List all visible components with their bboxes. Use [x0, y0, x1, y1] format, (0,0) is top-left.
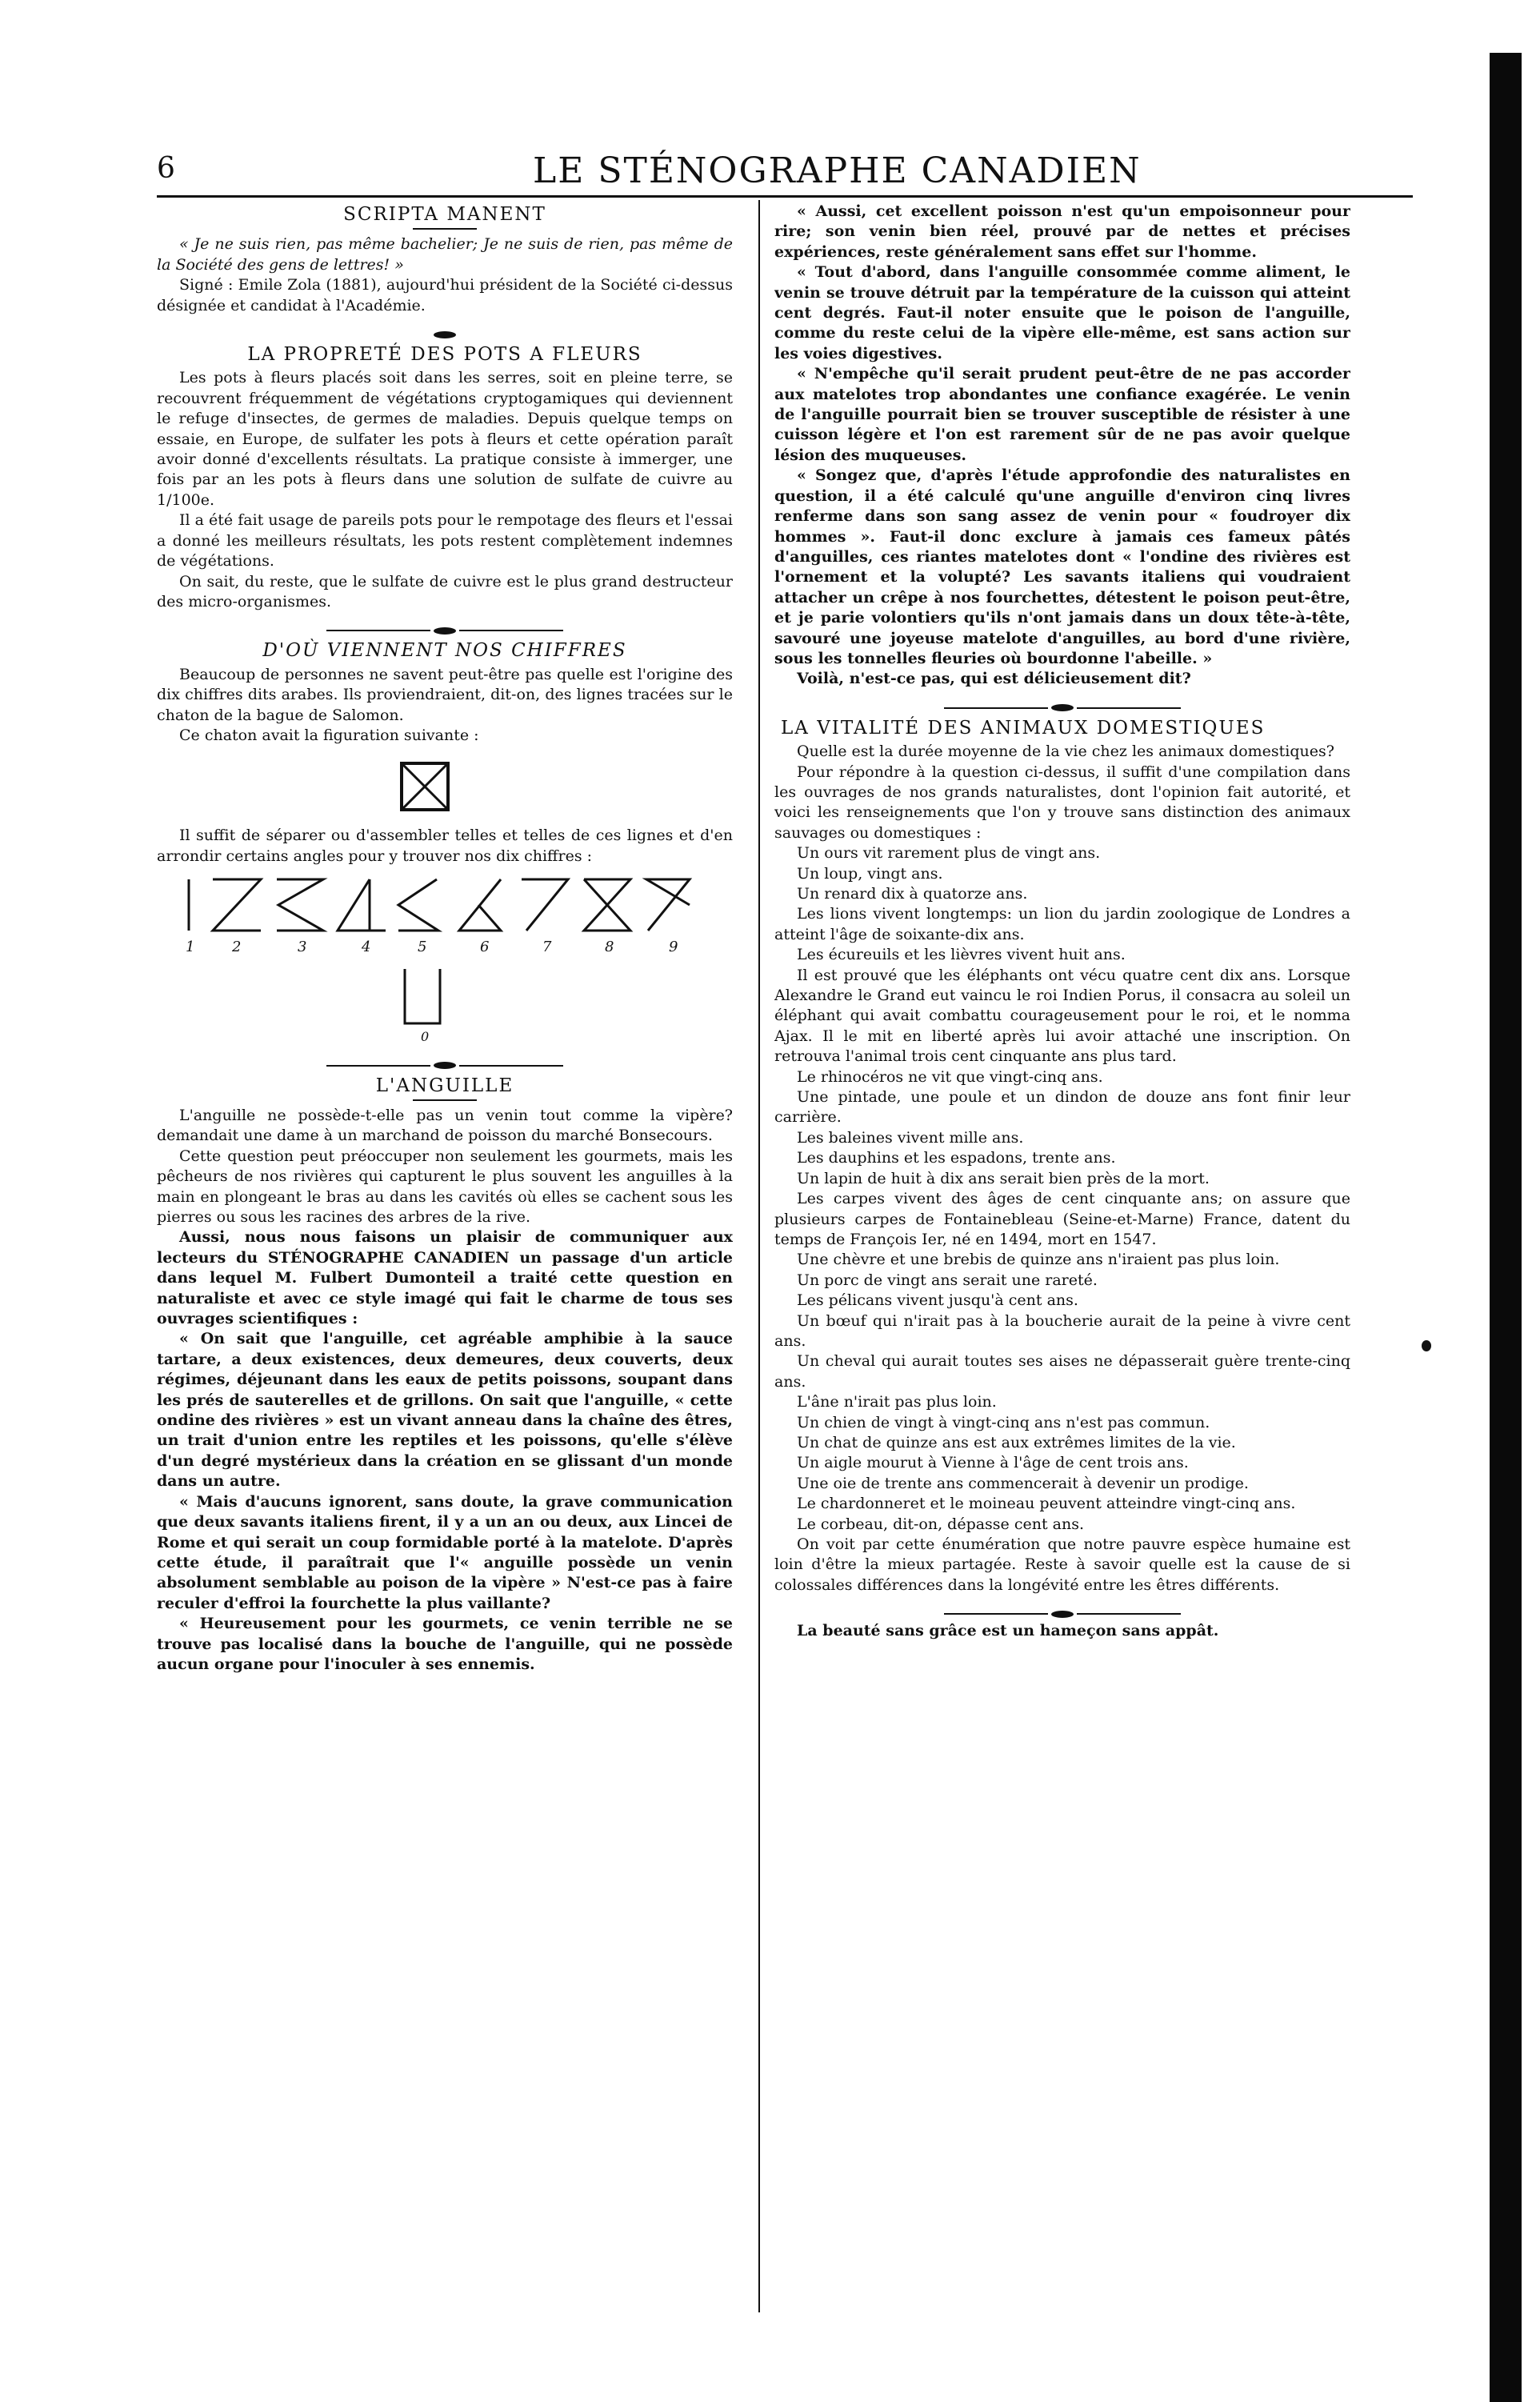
- running-title: LE STÉNOGRAPHE CANADIEN: [533, 150, 1142, 191]
- list-item: Il est prouvé que les éléphants ont vécu quatre cent dix ans. Lorsque Alexandre le Grand eut vaincu le roi Indien Porus, il consacra au soleil un éléphant qui avait combattu courageusement pour le roi, et le nomma Ajax. Il le mit en liberté après lui avoir attaché une inscription. On retrouva l'animal trois cent cinquante ans plus tard.: [774, 966, 1350, 1066]
- chiffres-p1: Beaucoup de personnes ne savent peut-être pas quelle est l'origine des dix chiffres dits arabes. Ils proviendraient, dit-on, des lignes tracées sur le chaton de la bague de Salomon.: [157, 665, 733, 724]
- page-edge-bar: [1490, 53, 1522, 2402]
- list-item: Un bœuf qui n'irait pas à la boucherie aurait de la peine à vivre cent ans.: [774, 1311, 1350, 1350]
- list-item: Une pintade, une poule et un dindon de douze ans font finir leur carrière.: [774, 1088, 1350, 1127]
- right-column: [774, 202, 1350, 2314]
- anguille-cont-p1: « Aussi, cet excellent poisson n'est qu'un empoisonneur pour rire; son venin bien réel, prouvé par de nettes et précises expériences, reste généralement sans effet sur l'homme.: [774, 202, 1350, 261]
- zero-label: 0: [421, 1029, 430, 1045]
- list-item: Un lapin de huit à dix ans serait bien près de la mort.: [797, 1169, 1210, 1187]
- list-item: On voit par cette énumération que notre pauvre espèce humaine est loin d'être la mieux partagée. Reste à savoir quelle est la cause de si colossales différences dans la longévité entre les êtres différents.: [774, 1535, 1350, 1594]
- proprete-p1: Les pots à fleurs placés soit dans les serres, soit en pleine terre, se recouvrent fréquemment de végétations cryptogamiques qui deviennent le refuge d'insectes, de germes de maladies. Depuis quelque temps on essaie, en Europe, de sulfater les pots à fleurs et cette opération paraît avoir donné d'excellents résultats. La pratique consiste à immerger, une fois par an les pots à fleurs dans une solution de sulfate de cuivre au 1/100e.: [157, 369, 733, 509]
- closing-maxim: La beauté sans grâce est un hameçon sans appât.: [797, 1622, 1219, 1640]
- list-item: Les baleines vivent mille ans.: [797, 1128, 1024, 1147]
- list-item: Les carpes vivent des âges de cent cinquante ans; on assure que plusieurs carpes de Fontainebleau (Seine-et-Marne) France, datent du temps de François Ier, né en 1494, mort en 1547.: [774, 1190, 1350, 1248]
- chiffres-p3: Il suffit de séparer ou d'assembler telles et telles de ces lignes et d'en arrondir certains angles pour y trouver nos dix chiffres :: [157, 827, 733, 865]
- left-column: [157, 202, 733, 2314]
- ink-blot: [1422, 1340, 1431, 1351]
- anguille-p5: « Mais d'aucuns ignorent, sans doute, la grave communication que deux savants italiens firent, il y a un an ou deux, aux Lincei de Rome et qui serait un coup formidable porté à la matelote. D'après cette étude, il paraîtrait que l'« anguille possède un venin absolument semblable au poison de la vipère » N'est-ce pas à faire reculer d'effroi la fourchette la plus vaillante?: [157, 1492, 733, 1612]
- list-item: Un renard dix à quatorze ans.: [797, 885, 1028, 903]
- page-header: [157, 150, 1413, 192]
- list-item: Les dauphins et les espadons, trente ans.: [797, 1149, 1116, 1167]
- title-rule: [413, 1099, 477, 1101]
- digit-label: 8: [605, 939, 614, 956]
- anguille-cont-p3: « N'empêche qu'il serait prudent peut-être de ne pas accorder aux matelotes trop abondantes une confiance exagérée. Le venin de l'anguille pourrait bien se trouver susceptible de résister à une cuisson légère et l'on est rarement sûr de ne pas avoir quelque lésion des muqueuses.: [774, 365, 1350, 464]
- digit-label: 6: [480, 939, 490, 956]
- vitalite-p1: Quelle est la durée moyenne de la vie chez les animaux domestiques?: [797, 743, 1334, 761]
- list-item: Un chat de quinze ans est aux extrêmes limites de la vie.: [797, 1433, 1236, 1451]
- anguille-p4: « On sait que l'anguille, cet agréable amphibie à la sauce tartare, a deux existences, deux demeures, deux couverts, deux régimes, déjeunant dans les eaux de petits poissons, soupant dans les prés de sauterelles et de grillons. On sait que l'anguille, « cette ondine des rivières » est un vivant anneau dans la chaîne des êtres, un trait d'union entre les reptiles et les poissons, qu'elle s'élève d'un degré mystérieux dans la création en se glissant d'un monde dans un autre.: [157, 1330, 733, 1491]
- zero-figure: [397, 966, 448, 1027]
- section-ornament: [774, 698, 1350, 707]
- list-item: Un cheval qui aurait toutes ses aises ne dépasserait guère trente-cinq ans.: [774, 1352, 1350, 1391]
- anguille-p6: « Heureusement pour les gourmets, ce venin terrible ne se trouve pas localisé dans la bouche de l'anguille, qui ne possède aucun organe pour l'inoculer à ses ennemis.: [157, 1615, 733, 1673]
- solomon-ring-figure: [397, 759, 453, 815]
- list-item: Une oie de trente ans commencerait à devenir un prodige.: [797, 1474, 1249, 1492]
- anguille-cont-p2: « Tout d'abord, dans l'anguille consommée comme aliment, le venin se trouve détruit par la température de la cuisson qui atteint cent degrés. Faut-il noter ensuite que le poison de l'anguille, comme du reste celui de la vipère elle-même, est sans action sur les voies digestives.: [774, 263, 1350, 362]
- section-ornament: [157, 1055, 733, 1065]
- list-item: Une chèvre et une brebis de quinze ans n'iraient pas plus loin.: [797, 1251, 1280, 1269]
- anguille-p1: L'anguille ne possède-t-elle pas un venin tout comme la vipère? demandait une dame à un marchand de poisson du marché Bonsecours.: [157, 1106, 733, 1145]
- section-ornament: [157, 324, 733, 334]
- digit-label: 1: [186, 939, 195, 956]
- digit-label: 9: [669, 939, 678, 956]
- scripta-signature: Signé : Emile Zola (1881), aujourd'hui président de la Société ci-dessus désignée et candidat à l'Académie.: [157, 276, 733, 314]
- proprete-title: LA PROPRETÉ DES POTS A FLEURS: [247, 344, 642, 366]
- section-ornament: [774, 1603, 1350, 1613]
- digit-label: 7: [542, 939, 552, 956]
- list-item: Un ours vit rarement plus de vingt ans.: [797, 844, 1101, 863]
- proprete-p3: On sait, du reste, que le sulfate de cuivre est le plus grand destructeur des micro-organismes.: [157, 572, 733, 611]
- list-item: Le rhinocéros ne vit que vingt-cinq ans.: [797, 1067, 1103, 1086]
- vitalite-title: LA VITALITÉ DES ANIMAUX DOMESTIQUES: [781, 717, 1266, 739]
- list-item: Un aigle mourut à Vienne à l'âge de cent trois ans.: [797, 1454, 1189, 1472]
- digit-label: 5: [418, 939, 427, 956]
- chiffres-title: D'OÙ VIENNENT NOS CHIFFRES: [262, 640, 627, 662]
- list-item: Un loup, vingt ans.: [797, 864, 943, 883]
- digit-label: 2: [232, 939, 242, 956]
- scripta-title: SCRIPTA MANENT: [343, 204, 546, 225]
- chiffres-p2: Ce chaton avait la figuration suivante :: [179, 726, 479, 744]
- proprete-p2: Il a été fait usage de pareils pots pour le rempotage des fleurs et l'essai a donné les meilleurs résultats, les pots restent complètement indemnes de végétations.: [157, 511, 733, 570]
- anguille-p2: Cette question peut préoccuper non seulement les gourmets, mais les pêcheurs de nos rivières qui capturent le plus souvent les anguilles à la main en plongeant le bras au dans les cavités où elles se cachent sous les pierres ou sous les racines des arbres de la rive.: [157, 1147, 733, 1226]
- list-item: Un porc de vingt ans serait une rareté.: [797, 1271, 1098, 1289]
- digit-label: 3: [298, 939, 307, 956]
- header-rule: [157, 195, 1413, 198]
- page-number: 6: [157, 152, 175, 185]
- anguille-title: L'ANGUILLE: [375, 1075, 514, 1096]
- section-ornament: [157, 620, 733, 630]
- vitalite-list: [774, 843, 1350, 1595]
- anguille-cont-p5: Voilà, n'est-ce pas, qui est délicieusement dit?: [797, 670, 1191, 688]
- vitalite-p2: Pour répondre à la question ci-dessus, il suffit d'une compilation dans les ouvrages de nos grands naturalistes, dont l'opinion fait autorité, et voici les renseignements que l'on y trouve sans distinction des animaux sauvages ou domestiques :: [774, 763, 1350, 842]
- list-item: Le chardonneret et le moineau peuvent atteindre vingt-cinq ans.: [797, 1495, 1296, 1513]
- list-item: Le corbeau, dit-on, dépasse cent ans.: [797, 1515, 1084, 1533]
- list-item: Les lions vivent longtemps: un lion du jardin zoologique de Londres a atteint l'âge de soixante-dix ans.: [774, 905, 1350, 943]
- list-item: Un chien de vingt à vingt-cinq ans n'est pas commun.: [797, 1413, 1210, 1431]
- title-rule: [413, 228, 477, 230]
- angular-digits-figure: [181, 873, 693, 937]
- digit-labels: [181, 937, 693, 959]
- column-divider: [758, 200, 760, 2312]
- list-item: L'âne n'irait pas plus loin.: [797, 1393, 997, 1411]
- list-item: Les pélicans vivent jusqu'à cent ans.: [797, 1291, 1078, 1310]
- list-item: Les écureuils et les lièvres vivent huit ans.: [797, 946, 1126, 964]
- digit-label: 4: [362, 939, 371, 956]
- anguille-p3: Aussi, nous nous faisons un plaisir de communiquer aux lecteurs du STÉNOGRAPHE CANADIEN un passage d'un article dans lequel M. Fulbert Dumonteil a traité cette question en naturaliste et avec ce style imagé qui fait le charme de tous ses ouvrages scientifiques :: [157, 1228, 733, 1328]
- scripta-quote: « Je ne suis rien, pas même bachelier; Je ne suis de rien, pas même de la Société des gens de lettres! »: [157, 235, 733, 274]
- anguille-cont-p4: « Songez que, d'après l'étude approfondie des naturalistes en question, il a été calculé qu'une anguille d'environ cinq livres renferme dans son sang assez de venin pour « foudroyer dix hommes ». Faut-il donc exclure à jamais ces fameux pâtés d'anguilles, ces riantes matelotes dont « l'ondine des rivières est l'ornement et la volupté? Les savants italiens qui voudraient attacher un crêpe à nos fourchettes, détestent le poison peut-être, et je parie volontiers qu'ils n'ont jamais dans un doux tête-à-tête, savouré une joyeuse matelote d'anguilles, au bord d'une rivière, sous les tonnelles fleuries où bourdonne l'abeille. »: [774, 466, 1350, 667]
